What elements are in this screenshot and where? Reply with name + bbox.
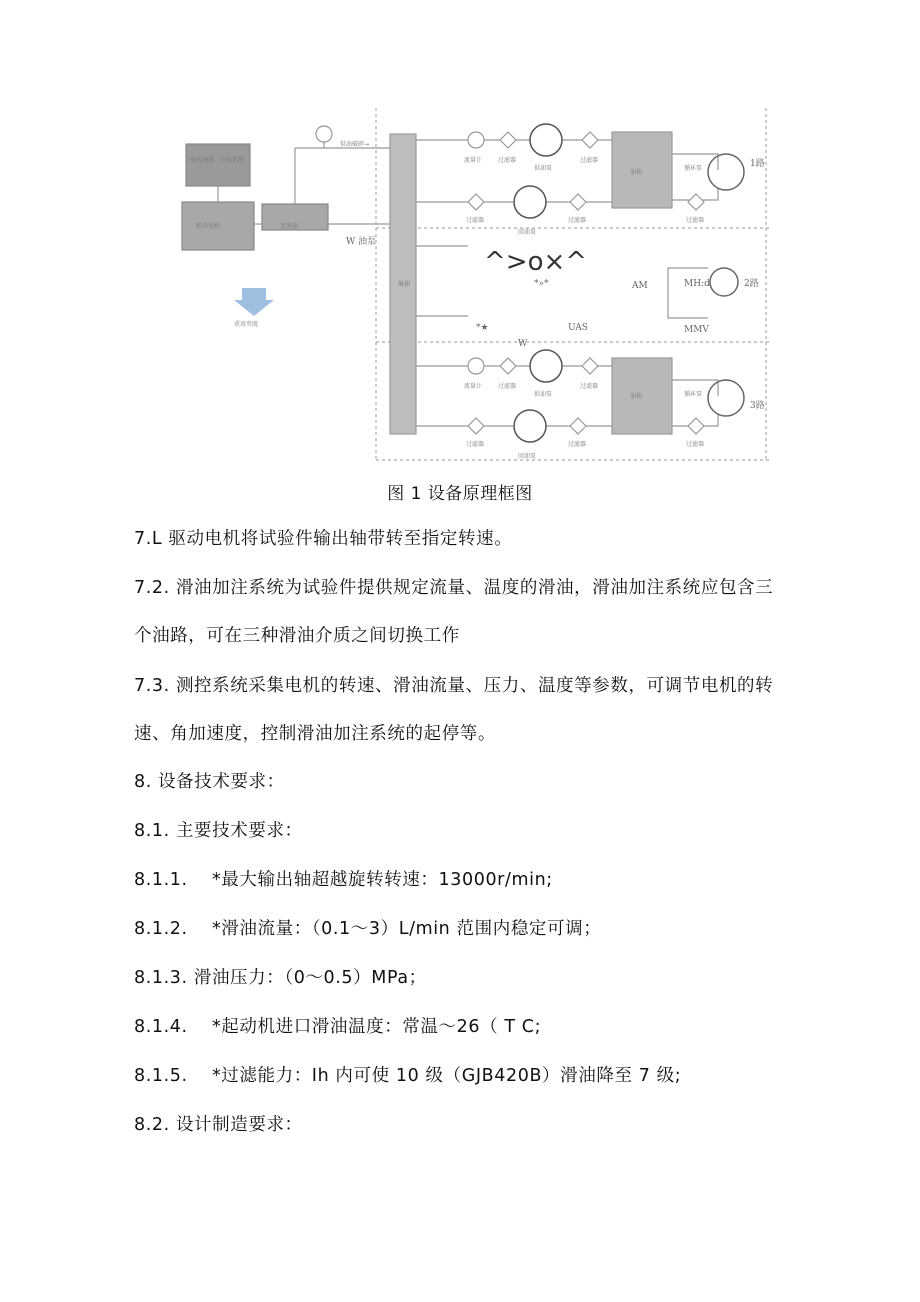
fig-label: 过滤器 xyxy=(498,383,517,390)
fig-label: 2路 xyxy=(744,279,759,289)
fig-label: 过滤器 xyxy=(686,217,705,224)
fig-label: 集箱 xyxy=(398,281,411,288)
paragraph: 8.1.3. 滑油压力：（0～0.5）MPa； xyxy=(134,968,427,988)
fig-label: MH:d xyxy=(684,279,710,289)
fig-label: 流量计 xyxy=(464,157,483,164)
paragraph: 8.1.2. *滑油流量：（0.1～3）L/min 范围内稳定可调； xyxy=(134,919,602,939)
fig-label: *»* xyxy=(534,279,549,289)
fig-label: 供油破碎→ xyxy=(340,141,370,148)
fig-label: 循环泵 xyxy=(684,391,703,398)
figure-caption: 图 1 设备原理框图 xyxy=(387,484,533,504)
fig-label: 过滤器 xyxy=(568,217,587,224)
fig-label: *★ xyxy=(476,323,489,333)
fig-label: 流量计 xyxy=(464,383,483,390)
return-pump-1 xyxy=(514,186,546,218)
fig-label: 供油泵 xyxy=(534,165,553,172)
fig-label: 回油泵 xyxy=(518,229,537,236)
fig-label: 重用夹既 xyxy=(234,321,259,328)
fig-label: 过滤器 xyxy=(580,157,599,164)
fig-label: 过滤器 xyxy=(466,217,485,224)
fig-label: 过滤器 xyxy=(498,157,517,164)
fig-label: 驱动电机 xyxy=(196,223,221,230)
fig-label: 3路 xyxy=(750,401,765,411)
paragraph: 8.2. 设计制造要求： xyxy=(134,1115,303,1135)
paragraph: 7.2. 滑油加注系统为试验件提供规定流量、温度的滑油，滑油加注系统应包含三个油路，可在三种滑油介质之间切换工作 xyxy=(134,578,774,646)
paragraph: 8.1.1. *最大输出轴超越旋转转速：13000r/min; xyxy=(134,870,553,890)
paragraph: 8.1. 主要技术要求： xyxy=(134,821,303,841)
fig-label: 供油泵 xyxy=(534,391,553,398)
fig-label: 电机润滑、冷却系统 xyxy=(190,157,245,164)
fig-label: 油箱 xyxy=(630,169,643,176)
paragraph: 7.L 驱动电机将试验件输出轴带转至指定转速。 xyxy=(134,529,513,549)
fig-label: 过滤器 xyxy=(568,441,587,448)
fig-label: MMV xyxy=(684,325,709,335)
supply-pump-1 xyxy=(530,124,562,156)
paragraph: 8.1.4. *起动机进口滑油温度：常温〜26（ T C; xyxy=(134,1017,542,1037)
fig-label: 过滤器 xyxy=(686,441,705,448)
fig-label: AM xyxy=(632,281,648,291)
fig-label: 循环泵 xyxy=(684,165,703,172)
fig-label: W 油泵 xyxy=(346,237,377,247)
fig-label: UAS xyxy=(568,323,588,333)
fig-label: 变速箱 xyxy=(280,223,299,230)
fig-label: 过滤器 xyxy=(466,441,485,448)
supply-pump-3 xyxy=(530,350,562,382)
paragraph: 8. 设备技术要求： xyxy=(134,772,285,792)
down-arrow-icon xyxy=(234,288,274,316)
cooling-system-box xyxy=(186,144,250,186)
fig-label: 油箱 xyxy=(630,393,643,400)
paragraph: 7.3. 测控系统采集电机的转速、滑油流量、压力、温度等参数，可调节电机的转速、角加速度，控制滑油加注系统的起停等。 xyxy=(134,676,774,744)
schematic-figure xyxy=(178,104,770,464)
fig-label: W xyxy=(518,339,528,349)
paragraph: 8.1.5. *过滤能力：Ih 内可使 10 级（GJB420B）滑油降至 7 级; xyxy=(134,1066,682,1086)
fig-label: 1路 xyxy=(750,159,765,169)
fig-label: 过滤器 xyxy=(580,383,599,390)
fig-label: 回油泵 xyxy=(518,453,537,460)
fig-label: ^>o×^ xyxy=(484,247,588,277)
return-pump-3 xyxy=(514,410,546,442)
